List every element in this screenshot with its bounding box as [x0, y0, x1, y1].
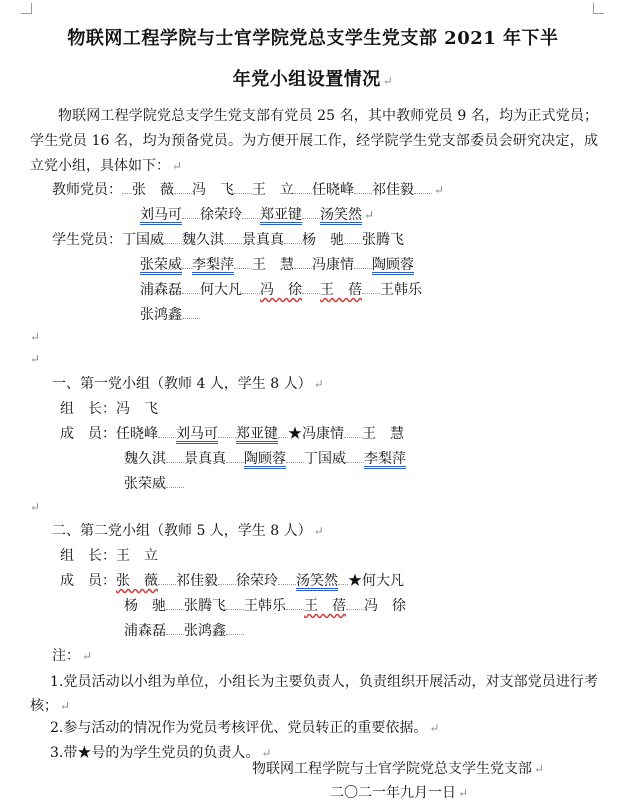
member-name: 张鸿鑫 [140, 307, 182, 323]
member-name: 何大凡 [200, 282, 242, 298]
signature-organization: 物联网工程学院与士官学院党总支学生党支部 ↵ [252, 761, 545, 777]
leader-name: 王 立 [116, 548, 158, 564]
member-name: 张鸿鑫 [184, 623, 226, 639]
group-1-members-row-1: 成 员：任晓峰 刘马可 郑亚键 ★冯康情 王 慧 [60, 426, 404, 442]
member-name: 冯 徐 [260, 282, 302, 298]
member-name: 魏久淇 [182, 232, 224, 248]
member-name: 张荣威 [124, 476, 166, 492]
member-name: 汤笑然 [296, 573, 338, 589]
signature-date: 二〇二一年九月一日 ↵ [330, 785, 469, 801]
notes-label: 注： ↵ [52, 648, 93, 664]
member-name: 王韩乐 [380, 282, 422, 298]
member-name: 祁佳毅 [372, 182, 414, 198]
member-name: 张 薇 [132, 182, 174, 198]
member-name: 祁佳毅 [176, 573, 218, 589]
document-title-line-2: 年党小组设置情况 ↵ [232, 69, 394, 90]
member-name: 汤笑然 [320, 207, 362, 223]
teacher-members-row-2: 刘马可 徐荣玲 郑亚键 汤笑然 ↵ [140, 207, 375, 223]
member-name: 徐荣玲 [200, 207, 242, 223]
group-2-members-row-2 [124, 597, 406, 615]
student-members-row-1 [52, 231, 404, 249]
member-name: 景真真 [184, 451, 226, 467]
group-1-leader: 组 长：冯 飞 [60, 401, 158, 417]
student-members-row-2 [140, 256, 414, 274]
member-name: 任晓峰 [312, 182, 354, 198]
group-1-heading: 一、第一党小组（教师 4 人，学生 8 人） ↵ [52, 376, 324, 392]
note-2: 2.参与活动的情况作为党员考核评优、党员转正的重要依据。 ↵ [50, 720, 440, 736]
member-name: ★冯康情 [288, 426, 344, 442]
page-corner-mark [593, 3, 604, 14]
note-1: 1.党员活动以小组为单位，小组长为主要负责人，负责组织开展活动，对支部党员进行考核； ↵ [30, 674, 598, 714]
member-name: 刘马可 [176, 426, 218, 442]
member-name: 陶顾蓉 [372, 257, 414, 273]
member-name: 张腾飞 [184, 598, 226, 614]
member-name: 郑亚键 [260, 207, 302, 223]
member-name: 杨 驰 [124, 598, 166, 614]
student-label: 学生党员： [52, 232, 122, 248]
group-1-members-row-2 [124, 450, 406, 468]
group-2-leader: 组 长：王 立 [60, 548, 158, 564]
member-name: 王 慧 [362, 426, 404, 442]
member-name: 浦森磊 [124, 623, 166, 639]
member-name: 王 慧 [252, 257, 294, 273]
member-name: 张腾飞 [362, 232, 404, 248]
page-corner-mark [21, 3, 32, 14]
student-members-row-3 [140, 281, 422, 299]
group-2-members-row-3 [124, 622, 244, 640]
document-title-line-1: 物联网工程学院与士官学院党总支学生党支部 2021 年下半 [67, 28, 559, 49]
member-name: 景真真 [242, 232, 284, 248]
member-name: 郑亚键 [236, 426, 278, 442]
member-name: 陶顾蓉 [244, 451, 286, 467]
group-2-heading: 二、第二党小组（教师 5 人，学生 8 人） ↵ [52, 523, 324, 539]
member-name: 李梨萍 [192, 257, 234, 273]
teacher-members-row-1: 教师党员： 张 薇 冯 飞 王 立 任晓峰 祁佳毅 ↵ [52, 182, 445, 198]
member-name: 徐荣玲 [236, 573, 278, 589]
member-name: 冯 飞 [192, 182, 234, 198]
member-name: 杨 驰 [302, 232, 344, 248]
paragraph-mark: ↵ [30, 352, 41, 366]
student-members-row-4 [140, 306, 200, 324]
member-name: 王 蓓 [304, 598, 346, 614]
member-name: 魏久淇 [124, 451, 166, 467]
member-name: 李梨萍 [364, 451, 406, 467]
member-name: 张 薇 [116, 573, 158, 589]
paragraph-mark: ↵ [30, 330, 41, 344]
member-name: 丁国威 [304, 451, 346, 467]
member-name: 任晓峰 [116, 426, 158, 442]
member-name: 王 立 [252, 182, 294, 198]
member-name: 冯康情 [312, 257, 354, 273]
paragraph-mark: ↵ [30, 500, 41, 514]
group-1-members-row-3 [124, 475, 184, 493]
note-3: 3.带★号的为学生党员的负责人。 ↵ [50, 745, 272, 761]
member-name: 张荣威 [140, 257, 182, 273]
member-name: 刘马可 [140, 207, 182, 223]
teacher-label: 教师党员： [52, 182, 122, 198]
member-name: 冯 徐 [364, 598, 406, 614]
paragraph-mark: ↵ [382, 74, 394, 88]
group-2-members-row-1: 成 员：张 薇 祁佳毅 徐荣玲 汤笑然 ★何大凡 [60, 573, 404, 589]
leader-name: 冯 飞 [116, 401, 158, 417]
member-name: 丁国威 [122, 232, 164, 248]
member-name: 王韩乐 [244, 598, 286, 614]
intro-paragraph: 物联网工程学院党总支学生党支部有党员 25 名，其中教师党员 9 名，均为正式党员；学生党员 16 名，均为预备党员。为方便开展工作，经学院学生党支部委员会研究决定，成立党小组，具体如下： ↵ [30, 108, 598, 174]
member-name: 王 蓓 [320, 282, 362, 298]
member-name: ★何大凡 [348, 573, 404, 589]
paragraph-mark: ↵ [172, 159, 183, 173]
member-name: 浦森磊 [140, 282, 182, 298]
